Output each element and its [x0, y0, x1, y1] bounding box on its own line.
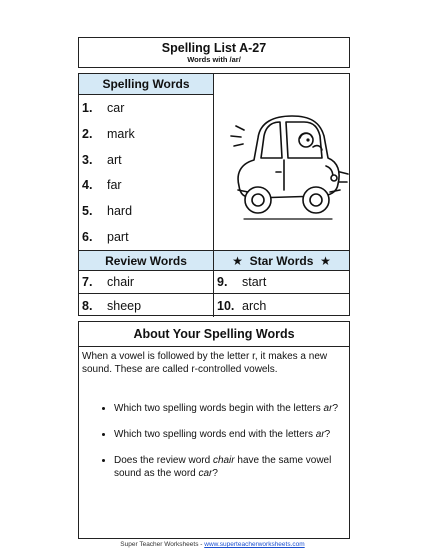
question-text: Does the review word: [114, 455, 213, 466]
word-number: 8.: [82, 298, 93, 313]
car-icon: [214, 74, 350, 250]
spelling-words-header: Spelling Words: [79, 74, 214, 95]
spelling-words-list: [79, 95, 214, 250]
question-emphasis: chair: [212, 455, 235, 466]
question-item: [114, 402, 339, 415]
word-number: 4.: [82, 178, 93, 192]
list-item: [214, 271, 349, 294]
footer-text: Super Teacher Worksheets -: [120, 541, 205, 548]
star-words-header: [214, 250, 349, 271]
question-text: ?: [332, 403, 339, 414]
spelling-word: far: [107, 178, 122, 192]
word-number: 6.: [82, 230, 93, 244]
spelling-word: part: [107, 230, 129, 244]
word-number: 2.: [82, 127, 93, 141]
question-list: [79, 402, 339, 493]
question-text: ?: [212, 468, 218, 479]
question-text: Which two spelling words end with the letters: [114, 429, 316, 440]
spelling-word: art: [107, 153, 122, 167]
question-text: ?: [324, 429, 331, 440]
list-item: [79, 147, 122, 173]
review-words-header: Review Words: [79, 250, 214, 271]
about-box: [78, 321, 350, 539]
page-subtitle: Words with /ar/: [187, 55, 241, 64]
star-icon: ★: [232, 254, 243, 268]
review-word: chair: [107, 275, 135, 289]
word-number: 3.: [82, 153, 93, 167]
list-item: [79, 198, 132, 224]
word-number: 10.: [217, 298, 235, 313]
list-item: [79, 224, 129, 250]
question-emphasis: ar: [323, 403, 333, 414]
star-word: start: [242, 275, 267, 289]
title-box: [78, 37, 350, 68]
question-text: Which two spelling words begin with the letters: [114, 403, 324, 414]
word-number: 7.: [82, 275, 93, 289]
list-item: [79, 172, 122, 198]
car-illustration-area: [214, 74, 350, 250]
word-number: 5.: [82, 204, 93, 218]
question-item: [114, 428, 339, 441]
star-icon: ★: [320, 254, 331, 268]
star-words-label: Star Words: [249, 254, 314, 268]
word-number: 1.: [82, 101, 93, 115]
question-text: have the same vowel sound as the word: [114, 455, 332, 479]
words-table: [78, 73, 350, 316]
list-item: [79, 121, 135, 147]
list-item: [79, 95, 124, 121]
question-emphasis: car: [198, 468, 213, 479]
footer: [0, 541, 425, 548]
spelling-word: hard: [107, 204, 133, 218]
star-word: arch: [242, 298, 267, 313]
word-number: 9.: [217, 275, 228, 289]
footer-link[interactable]: www.superteacherworksheets.com: [204, 541, 305, 548]
page-title: Spelling List A-27: [161, 41, 267, 55]
spelling-word: mark: [107, 127, 135, 141]
list-item: [79, 271, 214, 294]
spelling-word: car: [107, 101, 125, 115]
question-emphasis: ar: [315, 429, 325, 440]
list-item: [79, 294, 214, 317]
about-header: About Your Spelling Words: [79, 322, 349, 347]
about-intro: When a vowel is followed by the letter r, it makes a new sound. These are called r-controlled vowels.: [82, 351, 328, 375]
question-item: [114, 454, 339, 480]
review-word: sheep: [107, 298, 142, 313]
list-item: [214, 294, 349, 317]
